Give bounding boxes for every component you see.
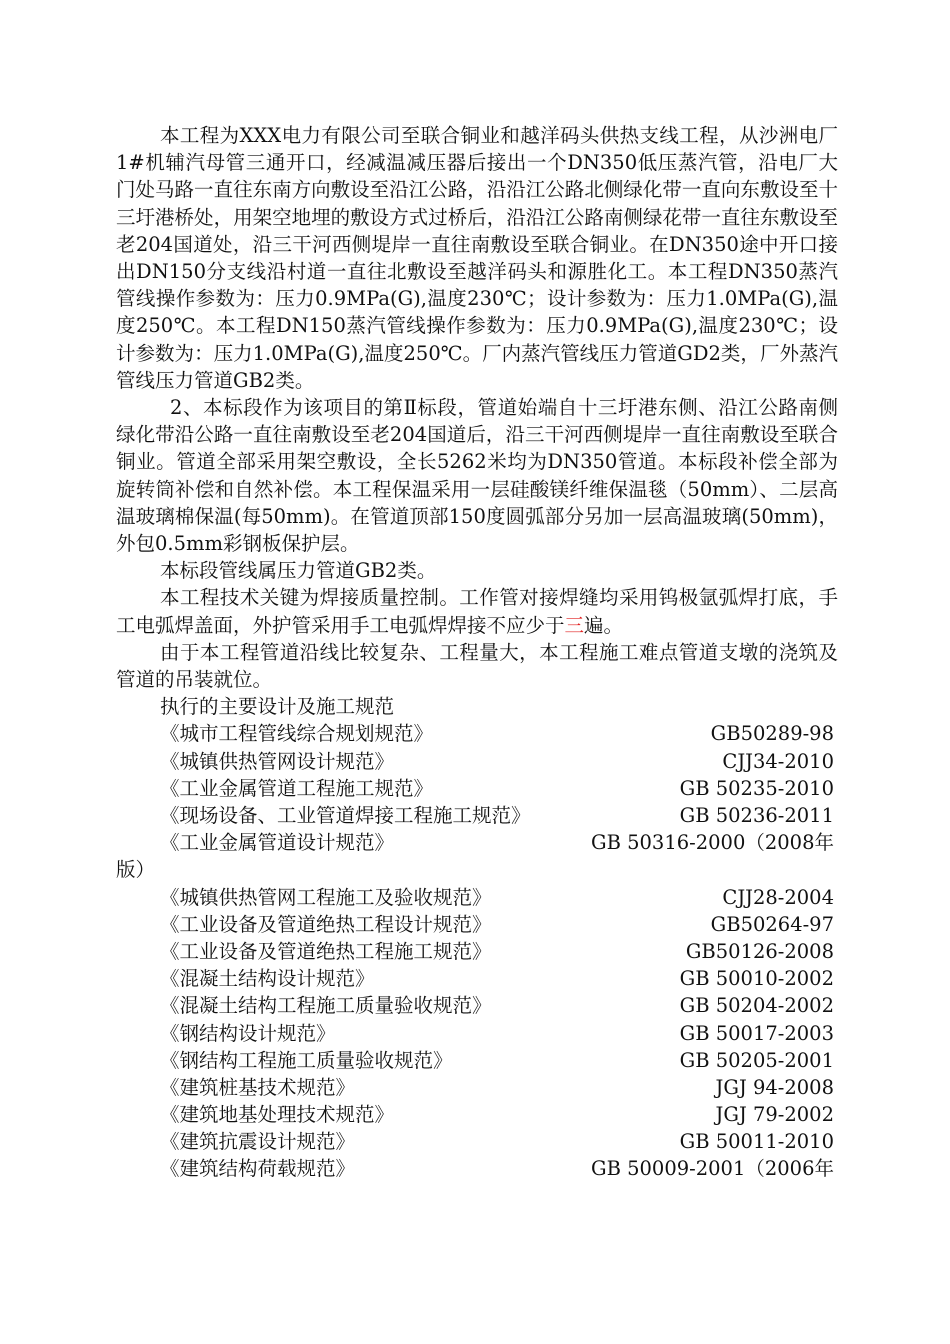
standard-item <box>116 720 838 747</box>
standard-name: 《工业金属管道设计规范》 <box>160 831 395 855</box>
standard-item <box>116 1128 838 1155</box>
standard-name: 《钢结构工程施工质量验收规范》 <box>160 1048 453 1072</box>
paragraph-project-overview: 本工程为XXX电力有限公司至联合铜业和越洋码头供热支线工程，从沙洲电厂1#机辅汽母管三通开口，经减温减压器后接出一个DN350低压蒸汽管，沿电厂大门处马路一直往东南方向敷设至沿江公路，沿沿江公路北侧绿化带一直向东敷设至十三圩港桥处，用架空地埋的敷设方式过桥后，沿沿江公路南侧绿花带一直往东敷设至老204国道处，沿三干河西侧堤岸一直往南敷设至联合铜业。在DN350途中开口接出DN150分支线沿村道一直往北敷设至越洋码头和源胜化工。本工程DN350蒸汽管线操作参数为：压力0.9MPa(G),温度230℃；设计参数为：压力1.0MPa(G),温度250℃。本工程DN150蒸汽管线操作参数为：压力0.9MPa(G),温度230℃；设计参数为：压力1.0MPa(G),温度250℃。厂内蒸汽管线压力管道GD2类，厂外蒸汽管线压力管道GB2类。 <box>116 124 838 392</box>
standard-item <box>116 748 838 775</box>
paragraph-section-scope: 2、本标段作为该项目的第Ⅱ标段，管道始端自十三圩港东侧、沿江公路南侧绿化带沿公路一直往南敷设至老204国道后，沿三干河西侧堤岸一直往南敷设至联合铜业。管道全部采用架空敷设，全长5262米均为DN350管道。本标段补偿全部为旋转筒补偿和自然补偿。本工程保温采用一层硅酸镁纤维保温毯（50mm）、二层高温玻璃棉保温(每50mm)。在管道顶部150度圆弧部分另加一层高温玻璃(50mm)，外包0.5mm彩钢板保护层。 <box>116 396 838 556</box>
standard-code: GB 50204-2002 <box>679 994 834 1018</box>
standard-item <box>116 1020 838 1047</box>
standard-code: GB50264-97 <box>710 912 834 936</box>
standard-item <box>116 1155 838 1182</box>
standard-code: GB 50316-2000（2008年 <box>591 831 834 855</box>
paragraph-welding-key <box>116 584 838 638</box>
standard-name: 《工业设备及管道绝热工程设计规范》 <box>160 912 492 936</box>
welding-text-before: 本工程技术关键为焊接质量控制。工作管对接焊缝均采用钨极氩弧焊打底，手工电弧焊盖面，外护管采用手工电弧焊焊接不应少于 <box>116 586 838 637</box>
standard-name: 《混凝土结构工程施工质量验收规范》 <box>160 994 492 1018</box>
standard-item <box>116 992 838 1019</box>
standard-name: 《城镇供热管网设计规范》 <box>160 749 395 773</box>
standard-code: GB 50235-2010 <box>679 776 834 800</box>
standard-item <box>116 884 838 911</box>
standard-name: 《建筑桩基技术规范》 <box>160 1075 356 1099</box>
standard-item <box>116 911 838 938</box>
standard-item <box>116 1047 838 1074</box>
standard-code: GB 50236-2011 <box>679 804 834 828</box>
standard-name: 《城镇供热管网工程施工及验收规范》 <box>160 885 492 909</box>
standard-code: JGJ 79-2002 <box>715 1103 834 1127</box>
standard-code-continuation: 版） <box>116 858 156 882</box>
standard-name: 《建筑结构荷载规范》 <box>160 1157 356 1181</box>
welding-highlight: 三 <box>564 613 585 637</box>
standard-code: JGJ 94-2008 <box>715 1075 834 1099</box>
standard-code: CJJ34-2010 <box>722 749 834 773</box>
standard-name: 《现场设备、工业管道焊接工程施工规范》 <box>160 804 531 828</box>
welding-text-after: 遍。 <box>584 613 624 637</box>
standard-name: 《工业设备及管道绝热工程施工规范》 <box>160 939 492 963</box>
standard-item <box>116 775 838 802</box>
standards-heading: 执行的主要设计及施工规范 <box>160 695 395 719</box>
standards-list <box>116 720 838 1182</box>
standard-item <box>116 1074 838 1101</box>
standard-item <box>116 965 838 992</box>
standard-code: CJJ28-2004 <box>722 885 834 909</box>
standard-item <box>116 829 838 856</box>
standard-code: GB 50010-2002 <box>679 967 834 991</box>
paragraph-difficulty: 由于本工程管道沿线比较复杂、工程量大，本工程施工难点管道支墩的浇筑及管道的吊装就位。 <box>116 640 838 692</box>
standard-code: GB 50017-2003 <box>679 1021 834 1045</box>
standard-item <box>116 1101 838 1128</box>
standard-name: 《混凝土结构设计规范》 <box>160 967 375 991</box>
standard-item <box>116 938 838 965</box>
standard-name: 《建筑地基处理技术规范》 <box>160 1103 395 1127</box>
standard-name: 《工业金属管道工程施工规范》 <box>160 776 434 800</box>
standard-code: GB 50205-2001 <box>679 1048 834 1072</box>
paragraph-pressure-class: 本标段管线属压力管道GB2类。 <box>160 559 437 583</box>
standard-code: GB 50011-2010 <box>679 1130 834 1154</box>
standard-name: 《城市工程管线综合规划规范》 <box>160 722 434 746</box>
standard-code: GB50289-98 <box>710 722 834 746</box>
standard-code: GB 50009-2001（2006年 <box>591 1157 834 1181</box>
standard-name: 《建筑抗震设计规范》 <box>160 1130 356 1154</box>
standard-code: GB50126-2008 <box>685 939 834 963</box>
standard-name: 《钢结构设计规范》 <box>160 1021 336 1045</box>
standard-item <box>116 802 838 829</box>
